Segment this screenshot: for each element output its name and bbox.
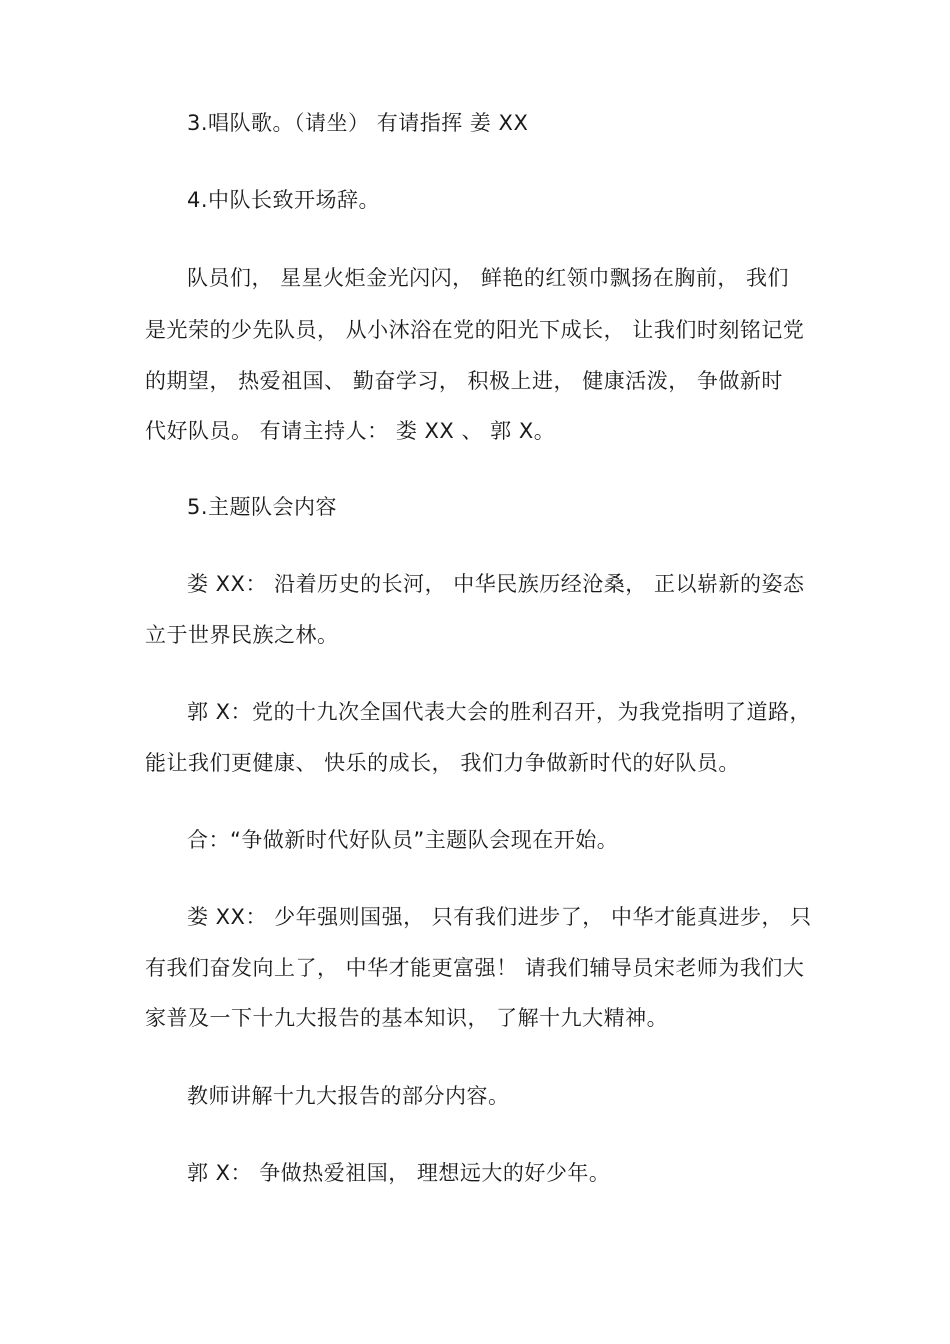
paragraph-line: 郭 X：党的十九次全国代表大会的胜利召开，为我党指明了道路， xyxy=(187,700,812,724)
item-4-opening-speech: 4.中队长致开场辞。 xyxy=(187,188,381,212)
paragraph-line: 郭 X： 争做热爱祖国， 理想远大的好少年。 xyxy=(187,1161,611,1185)
paragraph-line: 能让我们更健康、 快乐的成长， 我们力争做新时代的好队员。 xyxy=(145,751,740,775)
paragraph-line: 队员们， 星星火炬金光闪闪， 鲜艳的红领巾飘扬在胸前， 我们 xyxy=(187,266,790,290)
paragraph-line: 合：“争做新时代好队员”主题队会现在开始。 xyxy=(187,828,619,852)
item-3-sing-anthem: 3.唱队歌。（请坐） 有请指挥 姜 XX xyxy=(187,111,529,135)
paragraph-line: 立于世界民族之林。 xyxy=(145,623,339,647)
paragraph-line: 娄 XX： 少年强则国强， 只有我们进步了， 中华才能真进步， 只 xyxy=(187,905,812,929)
paragraph-line: 是光荣的少先队员， 从小沐浴在党的阳光下成长， 让我们时刻铭记党 xyxy=(145,318,805,342)
paragraph-line: 娄 XX： 沿着历史的长河， 中华民族历经沧桑， 正以崭新的姿态 xyxy=(187,572,805,596)
paragraph-line: 的期望， 热爱祖国、 勤奋学习， 积极上进， 健康活泼， 争做新时 xyxy=(145,369,783,393)
paragraph-line: 有我们奋发向上了， 中华才能更富强！ 请我们辅导员宋老师为我们大 xyxy=(145,956,805,980)
paragraph-line: 代好队员。 有请主持人： 娄 XX 、 郭 X。 xyxy=(145,419,556,443)
item-5-heading: 5.主题队会内容 xyxy=(187,495,338,519)
paragraph-line: 教师讲解十九大报告的部分内容。 xyxy=(187,1084,510,1108)
paragraph-line: 家普及一下十九大报告的基本知识， 了解十九大精神。 xyxy=(145,1006,669,1030)
